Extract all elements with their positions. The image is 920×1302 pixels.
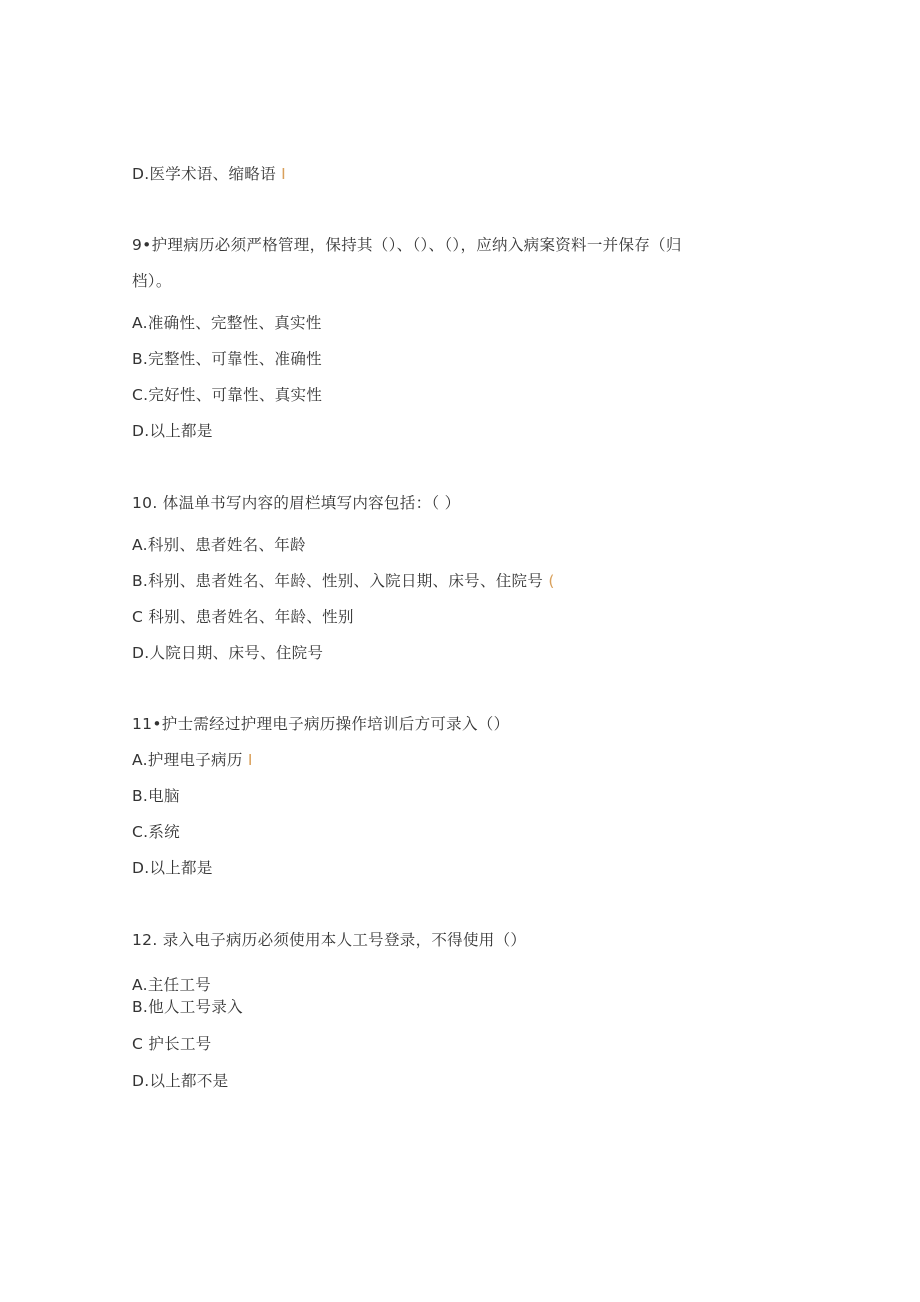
question-stem: 9•护理病历必须严格管理，保持其（）、（）、（），应纳入病案资料一并保存（归	[132, 236, 682, 254]
option-d	[132, 164, 286, 184]
question-stem: 12. 录入电子病历必须使用本人工号登录，不得使用（）	[132, 931, 527, 949]
option-b	[132, 571, 555, 591]
stray-mark: I	[247, 751, 253, 769]
option-label: D.医学术语、缩略语	[132, 165, 276, 183]
option-label: B.科别、患者姓名、年龄、性别、入院日期、床号、住院号	[132, 572, 544, 590]
option-d: D.以上都不是	[132, 1072, 229, 1090]
option-d: D.人院日期、床号、住院号	[132, 644, 324, 662]
option-d: D.以上都是	[132, 859, 213, 877]
question-stem: 11•护士需经过护理电子病历操作培训后方可录入（）	[132, 715, 510, 733]
stray-mark: (	[548, 572, 555, 590]
option-a	[132, 750, 253, 770]
option-b: B.完整性、可靠性、准确性	[132, 350, 322, 368]
option-b: B.他人工号录入	[132, 998, 243, 1016]
option-label: A.护理电子病历	[132, 751, 243, 769]
stray-mark: I	[281, 165, 286, 183]
question-stem: 10. 体温单书写内容的眉栏填写内容包括：（ ）	[132, 494, 461, 512]
option-c: C 科别、患者姓名、年龄、性别	[132, 608, 354, 626]
option-b: B.电脑	[132, 787, 180, 805]
option-d: D.以上都是	[132, 422, 213, 440]
question-stem-continued: 档）。	[132, 272, 172, 290]
option-c: C.完好性、可靠性、真实性	[132, 386, 323, 404]
option-c: C.系统	[132, 823, 180, 841]
option-a: A.主任工号	[132, 976, 212, 994]
option-c: C 护长工号	[132, 1035, 212, 1053]
option-a: A.准确性、完整性、真实性	[132, 314, 322, 332]
option-a: A.科别、患者姓名、年龄	[132, 536, 306, 554]
